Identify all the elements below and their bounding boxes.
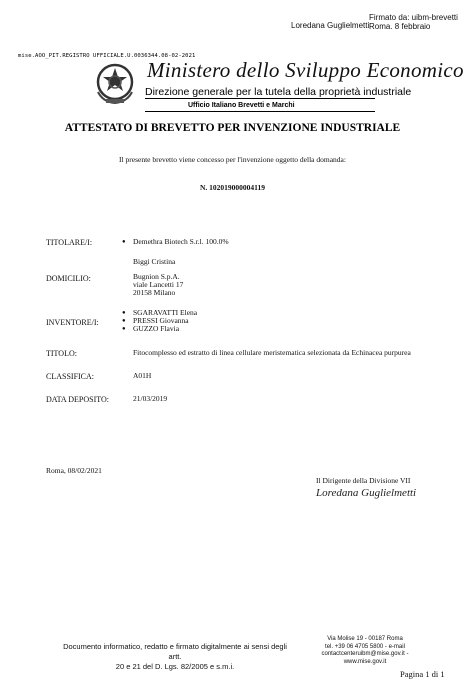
ufficio-name: Ufficio Italiano Brevetti e Marchi [188, 102, 295, 109]
application-number: N. 102019000004119 [199, 183, 265, 192]
deposito-label: DATA DEPOSITO: [46, 395, 109, 404]
titolare-value: Demethra Biotech S.r.l. 100.0% [133, 237, 229, 246]
bullet-icon: ● [122, 326, 126, 332]
inventore-name: GUZZO Flavia [133, 324, 180, 333]
place-date: Roma, 08/02/2021 [46, 466, 102, 475]
document-intro: Il presente brevetto viene concesso per l'invenzione oggetto della domanda: [119, 155, 346, 164]
header-rule-bottom [145, 111, 375, 112]
bullet-icon: ● [122, 310, 126, 316]
inventore-label: INVENTORE/I: [46, 318, 99, 327]
footer-contact [320, 636, 410, 666]
inventore-name: SGARAVATTI Elena [133, 308, 198, 317]
classifica-label: CLASSIFICA: [46, 372, 95, 381]
signature-date: Roma. 8 febbraio [369, 22, 431, 31]
footer-address: Via Molise 19 - 00187 Roma [327, 636, 403, 642]
digital-signer-name: Loredana Guglielmetti [291, 21, 370, 30]
titolare-label: TITOLARE/I: [46, 238, 93, 247]
footer-email: contactcenteruibm@mise.gov.it - [321, 651, 409, 657]
header-rule-top [145, 98, 375, 99]
bullet-icon: ● [122, 239, 126, 245]
footer-legal-note [60, 642, 290, 672]
document-title: ATTESTATO DI BREVETTO PER INVENZIONE INDUSTRIALE [64, 122, 401, 134]
bullet-icon: ● [122, 318, 126, 324]
ministry-name: Ministero dello Sviluppo Economico [147, 58, 464, 82]
footer-legal-line: Documento informatico, redatto e firmato digitalmente ai sensi degli artt. [63, 642, 287, 661]
signed-by-text: Firmato da: uibm-brevetti [369, 13, 458, 22]
domicilio-line: Bugnion S.p.A. [133, 272, 180, 281]
footer-legal-line: 20 e 21 del D. Lgs. 82/2005 e s.m.i. [115, 662, 235, 671]
domicilio-line: Biggi Cristina [133, 257, 176, 266]
italian-republic-emblem-icon [92, 60, 138, 106]
inventore-name: PRESSI Giovanna [133, 316, 189, 325]
deposito-value: 21/03/2019 [133, 394, 168, 403]
footer-website: www.mise.gov.it [343, 658, 387, 665]
dirigente-title: Il Dirigente della Divisione VII [316, 476, 411, 485]
protocol-stamp: mise.AOO_PIT.REGISTRO UFFICIALE.U.0036344.08-02-2021 [18, 53, 196, 59]
domicilio-label: DOMICILIO: [46, 274, 91, 283]
digital-signature-info [369, 13, 459, 31]
page-number: Pagina 1 di 1 [400, 669, 445, 679]
footer-phone: tel. +39 06 4705 5800 - e-mail [325, 643, 405, 650]
domicilio-line: 20158 Milano [133, 288, 176, 297]
titolo-label: TITOLO: [46, 349, 77, 358]
handwritten-signature: Loredana Guglielmetti [316, 487, 417, 499]
direzione-name: Direzione generale per la tutela della proprietà industriale [145, 86, 412, 98]
domicilio-line: viale Lancetti 17 [133, 280, 184, 289]
titolo-value: Fitocomplesso ed estratto di linea cellulare meristematica selezionata da Echinacea purpurea [133, 348, 411, 357]
classifica-value: A01H [133, 371, 152, 380]
